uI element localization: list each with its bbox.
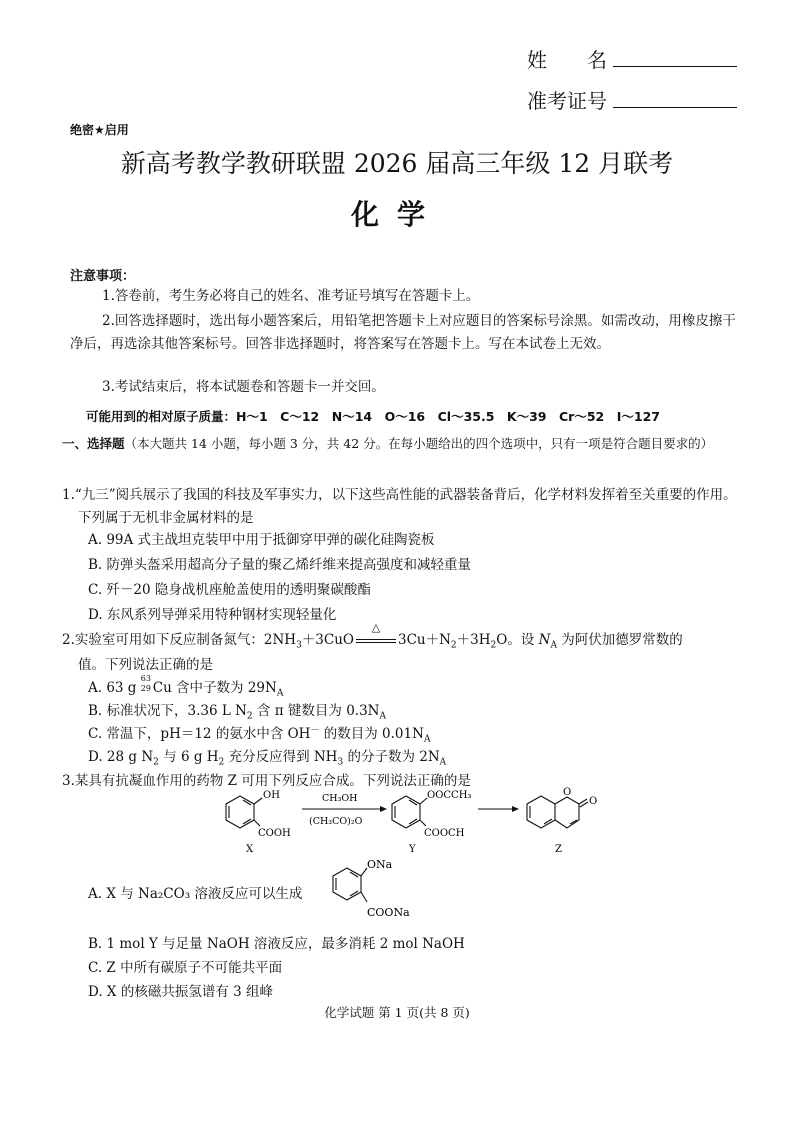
q1-option-c: C. 歼－20 隐身战机座舱盖使用的透明聚碳酸酯 (88, 582, 371, 598)
reaction-scheme (210, 782, 610, 857)
salt-coona-label: COONa (367, 906, 410, 919)
q2-stem-part: O。设 (496, 632, 539, 648)
q2-stem-line1 (62, 621, 683, 651)
y-cooch-bond (420, 820, 426, 826)
salt-coona-bond (361, 892, 367, 902)
q2-sub: 3 (337, 757, 344, 768)
notice-item-1: 1.答卷前，考生务必将自己的姓名、准考证号填写在答题卡上。 (102, 288, 480, 304)
x-oh-bond (254, 798, 262, 804)
q2-sub: 2 (246, 711, 253, 722)
equal-bar (356, 639, 396, 643)
q2-sub: A (550, 640, 557, 651)
page-footer: 化学试题 第 1 页(共 8 页) (324, 1005, 470, 1020)
q1-stem-text: 1.“九三”阅兵展示了我国的科技及军事实力，以下这些高性能的武器装备背后，化学材料发挥着至关重要的作用。下列属于无机非金属材料的是 (62, 487, 737, 526)
q2-stem-line2: 值。下列说法正确的是 (78, 657, 213, 673)
q2-sub: 2 (153, 757, 159, 768)
z-ring-oxygen: O (563, 787, 572, 798)
q2-stem-part: N (538, 632, 551, 648)
notice-item-2: 2.回答选择题时，选出每小题答案后，用铅笔把答题卡上对应题目的答案标号涂黑。如需改动，用橡皮擦干净后，再选涂其他答案标号。回答非选择题时，将答案写在答题卡上。写在本试卷上无效。 (70, 313, 736, 352)
q2-option-b (88, 699, 386, 722)
z-label: Z (555, 844, 562, 855)
y-bottom-label: COOCH (424, 828, 465, 839)
q3-option-d: D. X 的核磁共振氢谱有 3 组峰 (88, 984, 273, 1000)
q2-c-text: 的数目为 0.01N (319, 726, 424, 742)
heat-symbol: △ (371, 621, 381, 634)
q2-d-text: 与 6 g H (158, 749, 219, 765)
z-double-bond (544, 819, 552, 824)
y-ester-bond (420, 798, 427, 804)
z-carbonyl-oxygen: O (589, 796, 598, 807)
q1-option-d: D. 东风系列导弹采用特种钢材实现轻量化 (88, 607, 337, 623)
y-double-bond (409, 800, 417, 805)
q2-b-text: B. 标准状况下，3.36 L N (88, 703, 247, 719)
y-ring (392, 796, 420, 828)
q2-sub: 2 (218, 757, 225, 768)
q2-sub: 2 (450, 640, 457, 651)
q2-sub: A (423, 734, 431, 745)
q3-stem: 3.某具有抗凝血作用的药物 Z 可用下列反应合成。下列说法正确的是 (62, 773, 471, 789)
q2-sub: A (439, 757, 447, 768)
q2-a-text: A. 63 g (88, 680, 141, 696)
q2-a-text: Cu 含中子数为 29N (152, 680, 277, 696)
y-label: Y (409, 844, 416, 855)
q2-option-c (88, 722, 430, 745)
nuclide (140, 674, 153, 693)
section-desc: （本大题共 14 小题，每小题 3 分，共 42 分。在每小题给出的四个选项中，只有一项是符合题目要求的） (124, 436, 714, 451)
q3-option-b: B. 1 mol Y 与足量 NaOH 溶液反应，最多消耗 2 mol NaOH (88, 936, 465, 952)
exam-id-line (613, 89, 737, 108)
sodium-salt-structure (325, 850, 435, 930)
reagent-bottom: (CH₃CO)₂O (309, 816, 363, 827)
q2-stem-part: 2.实验室可用如下反应制备氮气：2NH (62, 632, 297, 648)
q2-c-text: C. 常温下，pH＝12 的氨水中含 OH (88, 726, 311, 742)
name-label: 姓 名 (527, 48, 607, 72)
q2-sub: A (276, 688, 284, 699)
nuclide-mass: 63 (140, 674, 151, 683)
arrow-head-2 (512, 806, 519, 812)
salt-ring (333, 868, 361, 900)
q2-sub: 2 (490, 640, 497, 651)
x-ring (226, 796, 254, 828)
name-line (613, 48, 737, 67)
q1-stem (62, 484, 742, 529)
subject-title: 化学 (350, 198, 443, 231)
z-lactone-ring (555, 797, 579, 828)
name-field (527, 44, 737, 73)
q2-stem-part: ＋3H (456, 632, 491, 648)
q2-sub: A (379, 711, 386, 722)
q2-d-text: 的分子数为 2N (343, 749, 440, 765)
q2-sub: 3 (296, 640, 302, 651)
exam-id-label: 准考证号 (527, 89, 607, 113)
compound-z-structure (527, 796, 588, 828)
q3-option-c: C. Z 中所有碳原子不可能共平面 (88, 960, 283, 976)
notice-item-3: 3.考试结束后，将本试题卷和答题卡一并交回。 (102, 379, 385, 395)
q2-d-text: 充分反应得到 NH (224, 749, 338, 765)
x-double-bond (243, 819, 251, 824)
exam-title: 新高考教学教研联盟 2026 届高三年级 12 月联考 (120, 149, 674, 178)
q2-option-d (88, 745, 446, 768)
secret-mark: 绝密★启用 (70, 123, 129, 137)
compound-x-structure (226, 796, 262, 828)
salt-double-bond (350, 891, 358, 896)
q2-heat-arrow (354, 621, 398, 648)
q2-option-a (88, 676, 283, 699)
arrow-head-1 (380, 806, 387, 812)
x-cooh-bond (254, 820, 260, 826)
salt-ona-label: ONa (367, 858, 393, 871)
q1-option-a: A. 99A 式主战坦克装甲中用于抵御穿甲弹的碳化硅陶瓷板 (88, 532, 435, 548)
compound-y-structure (392, 796, 427, 828)
z-benzene-ring (527, 796, 555, 828)
x-cooh-label: COOH (258, 828, 291, 839)
section-intro (62, 433, 742, 456)
reagent-top: CH₃OH (322, 793, 358, 804)
q2-sup: － (310, 725, 320, 736)
q2-stem-part: 为阿伏加德罗常数的 (556, 632, 683, 648)
y-double-bond (409, 819, 417, 824)
x-label: X (246, 844, 254, 855)
x-double-bond (243, 800, 251, 805)
notice-heading: 注意事项： (70, 269, 136, 284)
atomic-masses: 可能用到的相对原子质量：H～1 C～12 N～14 O～16 Cl～35.5 K～39 Cr～52 I～127 (86, 409, 660, 424)
x-oh-label: OH (263, 790, 280, 801)
q2-stem-part: 3Cu＋N (397, 632, 451, 648)
exam-id-field (527, 85, 737, 114)
q2-stem-part: ＋3CuO (301, 632, 354, 648)
y-top-label: OOCCH₃ (427, 790, 472, 801)
q2-d-text: D. 28 g N (88, 749, 154, 765)
section-heading: 一、选择题 (62, 436, 125, 451)
nuclide-z: 29 (140, 684, 151, 693)
q2-b-text: 含 π 键数目为 0.3N (252, 703, 380, 719)
q3-option-a: A. X 与 Na₂CO₃ 溶液反应可以生成 (88, 886, 303, 902)
q1-option-b: B. 防弹头盔采用超高分子量的聚乙烯纤维来提高强度和减轻重量 (88, 557, 472, 573)
salt-double-bond (350, 872, 358, 877)
